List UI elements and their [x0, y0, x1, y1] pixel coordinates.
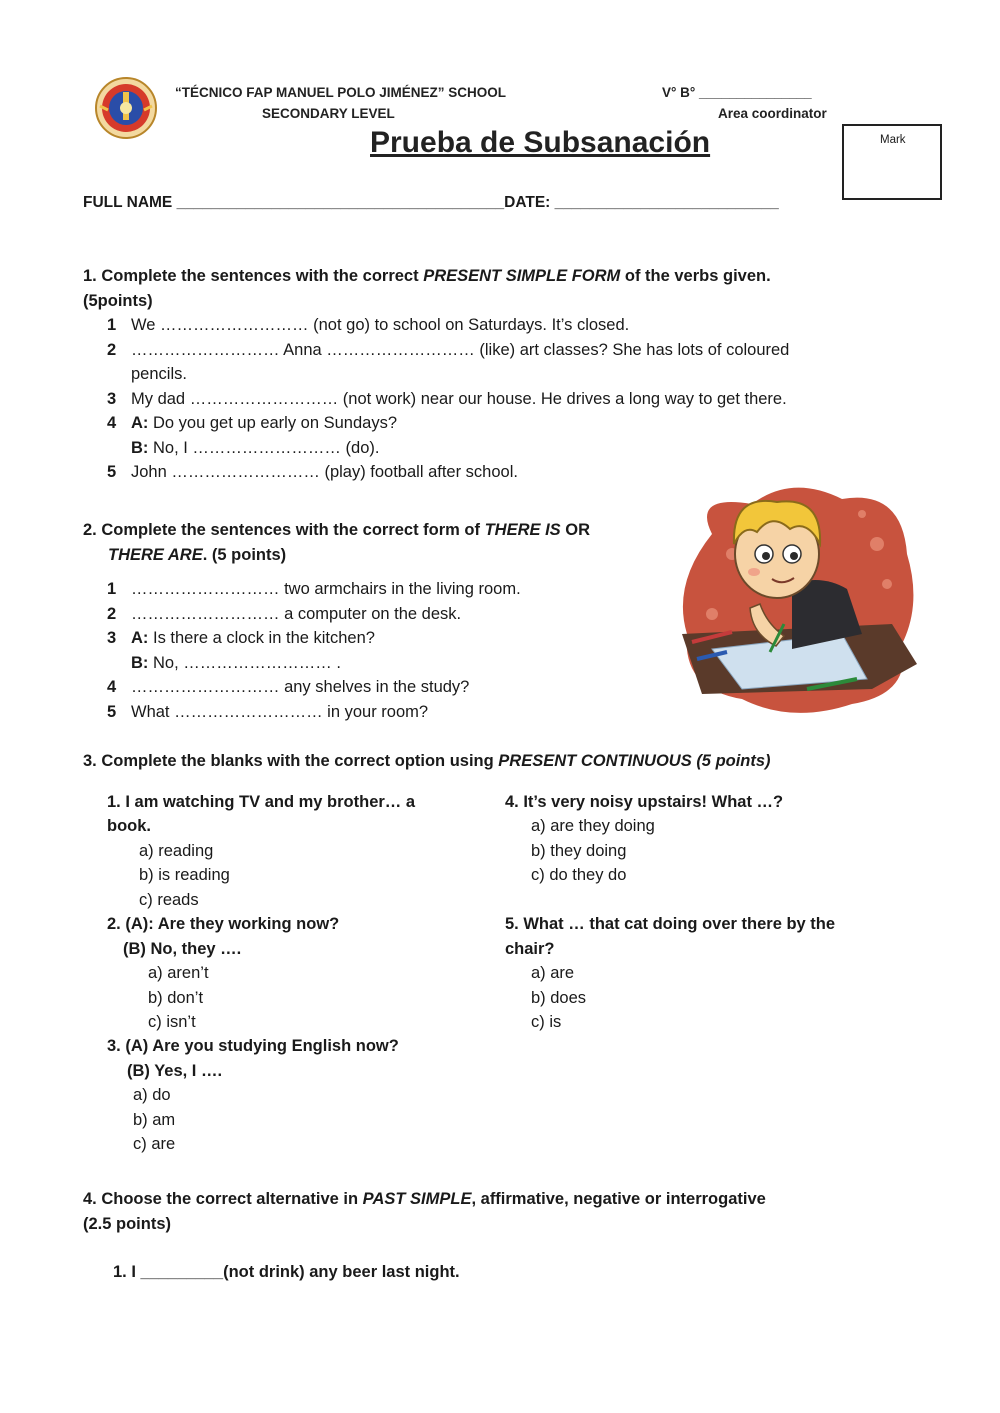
page-title: Prueba de Subsanación: [370, 126, 711, 159]
item-number: 2: [107, 341, 117, 359]
option: a) reading: [139, 842, 214, 860]
item-text: pencils.: [131, 365, 187, 383]
section-4-points: (2.5 points): [83, 1215, 172, 1233]
option: c) is: [531, 1013, 562, 1031]
item-text: ……………………… a computer on the desk.: [131, 605, 462, 623]
item-text: My dad ……………………… (not work) near our house. He drives a long way to get there.: [131, 390, 787, 408]
option: c) reads: [139, 891, 199, 909]
option: a) aren’t: [148, 964, 209, 982]
boy-drawing-illustration: [672, 474, 922, 720]
school-logo: [94, 76, 158, 140]
option: a) are: [531, 964, 575, 982]
question-3-answer: (B) Yes, I ….: [127, 1062, 223, 1080]
option: b) don’t: [148, 989, 204, 1007]
vb-signature: V° B° _______________: [662, 85, 812, 100]
option: c) isn’t: [148, 1013, 196, 1031]
item-number: 5: [107, 463, 117, 481]
item-number: 1: [107, 316, 117, 334]
question-1-cont: book.: [107, 817, 151, 835]
option: b) does: [531, 989, 587, 1007]
item-text: ……………………… Anna ……………………… (like) art classes? She has lots of coloured: [131, 341, 790, 359]
item-number: 1: [107, 580, 117, 598]
section-1-heading: 1. Complete the sentences with the correct PRESENT SIMPLE FORM of the verbs given.: [83, 267, 771, 285]
section-2-heading: 2. Complete the sentences with the correct form of THERE IS OR: [83, 521, 591, 539]
item-text: A: Is there a clock in the kitchen?: [131, 629, 375, 647]
option: c) are: [133, 1135, 176, 1153]
item-text: ……………………… any shelves in the study?: [131, 678, 470, 696]
option: b) am: [133, 1111, 176, 1129]
item-number: 5: [107, 703, 117, 721]
question-4: 4. It’s very noisy upstairs! What …?: [505, 793, 784, 811]
item-text: John ……………………… (play) football after school.: [131, 463, 518, 481]
item-text: A: Do you get up early on Sundays?: [131, 414, 398, 432]
item-number: 3: [107, 390, 117, 408]
option: c) do they do: [531, 866, 627, 884]
option: a) do: [133, 1086, 171, 1104]
item-number: 4: [107, 414, 117, 432]
section-4-heading: 4. Choose the correct alternative in PAST SIMPLE, affirmative, negative or interrogative: [83, 1190, 766, 1208]
question-2-answer: (B) No, they ….: [123, 940, 242, 958]
item-number: 2: [107, 605, 117, 623]
option: b) they doing: [531, 842, 627, 860]
question-5: 5. What … that cat doing over there by the: [505, 915, 836, 933]
option: a) are they doing: [531, 817, 655, 835]
item-text: B: No, I ……………………… (do).: [131, 439, 380, 457]
question-2: 2. (A): Are they working now?: [107, 915, 340, 933]
section-1-points: (5points): [83, 292, 153, 310]
section-4-item-1: 1. I _________(not drink) any beer last night.: [113, 1263, 460, 1281]
item-text: We ……………………… (not go) to school on Saturdays. It’s closed.: [131, 316, 630, 334]
item-number: 3: [107, 629, 117, 647]
area-coordinator-label: Area coordinator: [718, 106, 827, 121]
school-name: “TÉCNICO FAP MANUEL POLO JIMÉNEZ” SCHOOL: [175, 85, 507, 100]
full-name-date-line: FULL NAME ______________________________________DATE: __________________________: [83, 194, 779, 211]
item-text: B: No, ……………………… .: [131, 654, 341, 672]
section-2-heading-cont: THERE ARE. (5 points): [108, 546, 287, 564]
school-level: SECONDARY LEVEL: [262, 106, 395, 121]
item-text: What ……………………… in your room?: [131, 703, 429, 721]
section-3-heading: 3. Complete the blanks with the correct option using PRESENT CONTINUOUS (5 points): [83, 752, 771, 770]
question-1: 1. I am watching TV and my brother… a: [107, 793, 416, 811]
question-5-cont: chair?: [505, 940, 555, 958]
option: b) is reading: [139, 866, 230, 884]
mark-label: Mark: [880, 134, 906, 146]
item-number: 4: [107, 678, 117, 696]
mark-box: [842, 124, 942, 200]
question-3: 3. (A) Are you studying English now?: [107, 1037, 399, 1055]
item-text: ……………………… two armchairs in the living room.: [131, 580, 521, 598]
